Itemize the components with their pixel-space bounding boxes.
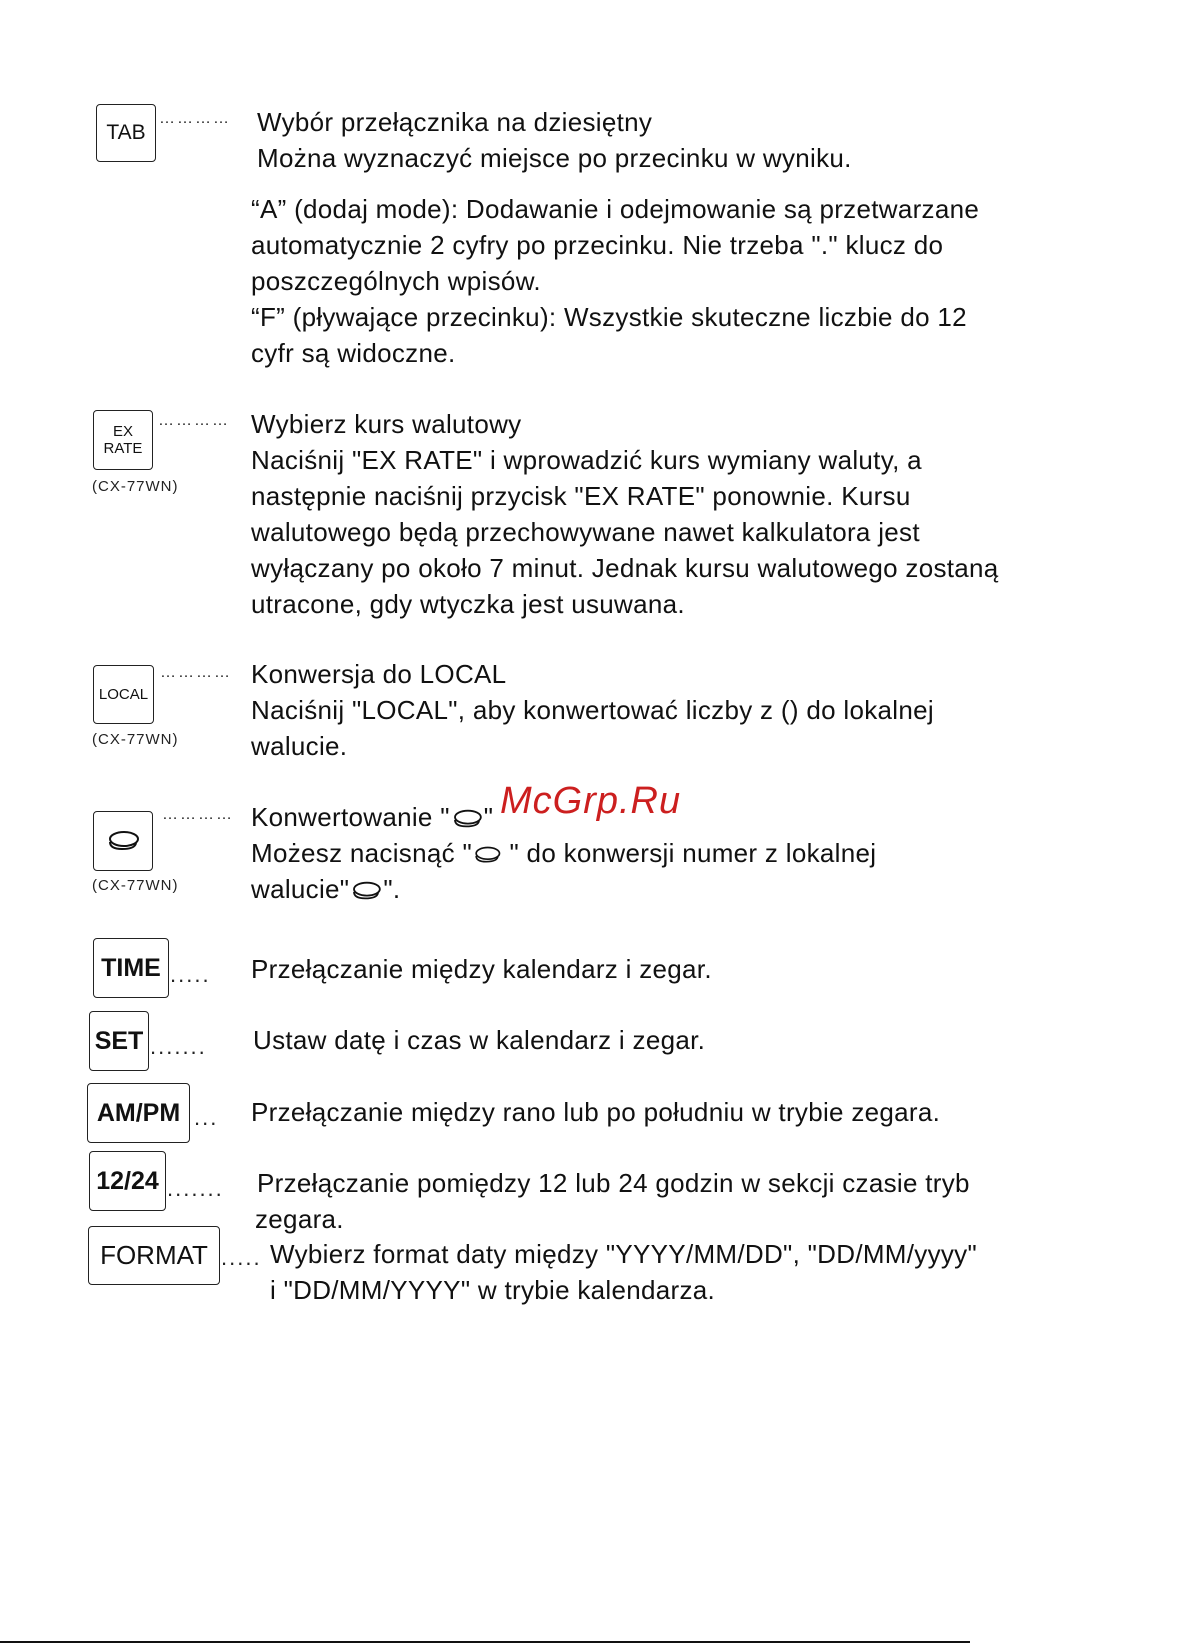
time-description: Przełączanie między kalendarz i zegar. xyxy=(251,954,712,984)
format-key-label: FORMAT xyxy=(100,1240,208,1270)
ex-rate-line5: utracone, gdy wtyczka jest usuwana. xyxy=(251,589,685,619)
tab-a-mode-line3: poszczególnych wpisów. xyxy=(251,266,541,296)
convert-model-label: (CX-77WN) xyxy=(92,877,179,894)
tab-f-mode-line1: “F” (pływające przecinku): Wszystkie skuteczne liczbie do 12 xyxy=(251,302,967,332)
h1224-line2: zegara. xyxy=(255,1204,344,1234)
tab-key-label: TAB xyxy=(106,121,146,144)
set-leader: ....... xyxy=(150,1034,207,1059)
set-key-label: SET xyxy=(94,1026,144,1055)
local-leader: ………… xyxy=(160,664,232,681)
h1224-leader: ....... xyxy=(167,1176,224,1201)
tab-leader: ………… xyxy=(159,110,231,127)
h1224-line1: Przełączanie pomiędzy 12 lub 24 godzin w sekcji czasie tryb xyxy=(257,1168,970,1198)
ampm-key xyxy=(87,1083,190,1143)
ex-rate-key-line1: EX xyxy=(112,423,133,440)
tab-description: Można wyznaczyć miejsce po przecinku w wyniku. xyxy=(257,143,852,173)
ex-rate-line2: następnie naciśnij przycisk "EX RATE" ponownie. Kursu xyxy=(251,481,911,511)
convert-title-post: " xyxy=(483,802,494,832)
watermark: McGrp.Ru xyxy=(500,780,682,822)
convert-title xyxy=(251,799,493,837)
coins-icon xyxy=(450,807,484,831)
ex-rate-line3: walutowego będą przechowywane nawet kalkulatora jest xyxy=(251,517,920,547)
local-key-label: LOCAL xyxy=(98,686,149,703)
ex-rate-model-label: (CX-77WN) xyxy=(92,478,179,495)
h1224-key-label: 12/24 xyxy=(96,1166,159,1195)
coins-icon xyxy=(349,879,383,903)
convert-leader: ………… xyxy=(162,806,234,823)
convert-key xyxy=(93,811,153,871)
set-key xyxy=(89,1011,149,1071)
local-line1: Naciśnij "LOCAL", aby konwertować liczby z () do lokalnej xyxy=(251,695,934,725)
format-line1: Wybierz format daty między "YYYY/MM/DD", "DD/MM/yyyy" xyxy=(270,1239,978,1269)
format-line2: i "DD/MM/YYYY" w trybie kalendarza. xyxy=(270,1275,716,1305)
convert-line2-pre: walucie" xyxy=(251,874,350,904)
coins-icon xyxy=(472,844,502,866)
format-key xyxy=(88,1226,220,1285)
h1224-key xyxy=(89,1151,166,1211)
convert-line1 xyxy=(251,835,876,873)
local-line2: walucie. xyxy=(251,731,348,761)
coins-icon xyxy=(105,828,141,854)
convert-title-pre: Konwertowanie " xyxy=(251,802,450,832)
set-description: Ustaw datę i czas w kalendarz i zegar. xyxy=(253,1025,706,1055)
ampm-key-label: AM/PM xyxy=(96,1098,181,1127)
tab-a-mode-line1: “A” (dodaj mode): Dodawanie i odejmowanie są przetwarzane xyxy=(251,194,980,224)
ex-rate-title: Wybierz kurs walutowy xyxy=(251,409,522,439)
ex-rate-key xyxy=(93,410,153,470)
convert-line1-pre: Możesz nacisnąć " xyxy=(251,838,472,868)
ampm-leader: ... xyxy=(194,1105,219,1130)
tab-f-mode-line2: cyfr są widoczne. xyxy=(251,338,456,368)
ampm-description: Przełączanie między rano lub po południu w trybie zegara. xyxy=(251,1097,941,1127)
format-leader: ..... xyxy=(221,1245,262,1270)
convert-line2 xyxy=(251,871,400,909)
ex-rate-line4: wyłączany po około 7 minut. Jednak kursu walutowego zostaną xyxy=(251,553,999,583)
local-title: Konwersja do LOCAL xyxy=(251,659,507,689)
ex-rate-key-line2: RATE xyxy=(103,440,143,457)
convert-line1-post: " do konwersji numer z lokalnej xyxy=(501,838,877,868)
time-leader: ..... xyxy=(170,962,211,987)
local-key xyxy=(93,665,154,724)
tab-a-mode-line2: automatycznie 2 cyfry po przecinku. Nie trzeba "." klucz do xyxy=(251,230,944,260)
ex-rate-line1: Naciśnij "EX RATE" i wprowadzić kurs wymiany waluty, a xyxy=(251,445,922,475)
time-key xyxy=(93,938,169,998)
tab-key xyxy=(96,104,156,162)
convert-line2-post: ". xyxy=(383,874,401,904)
footer-divider xyxy=(0,1641,970,1643)
local-model-label: (CX-77WN) xyxy=(92,731,179,748)
ex-rate-leader: ………… xyxy=(158,412,230,429)
time-key-label: TIME xyxy=(101,953,161,982)
tab-title: Wybór przełącznika na dziesiętny xyxy=(257,107,653,137)
